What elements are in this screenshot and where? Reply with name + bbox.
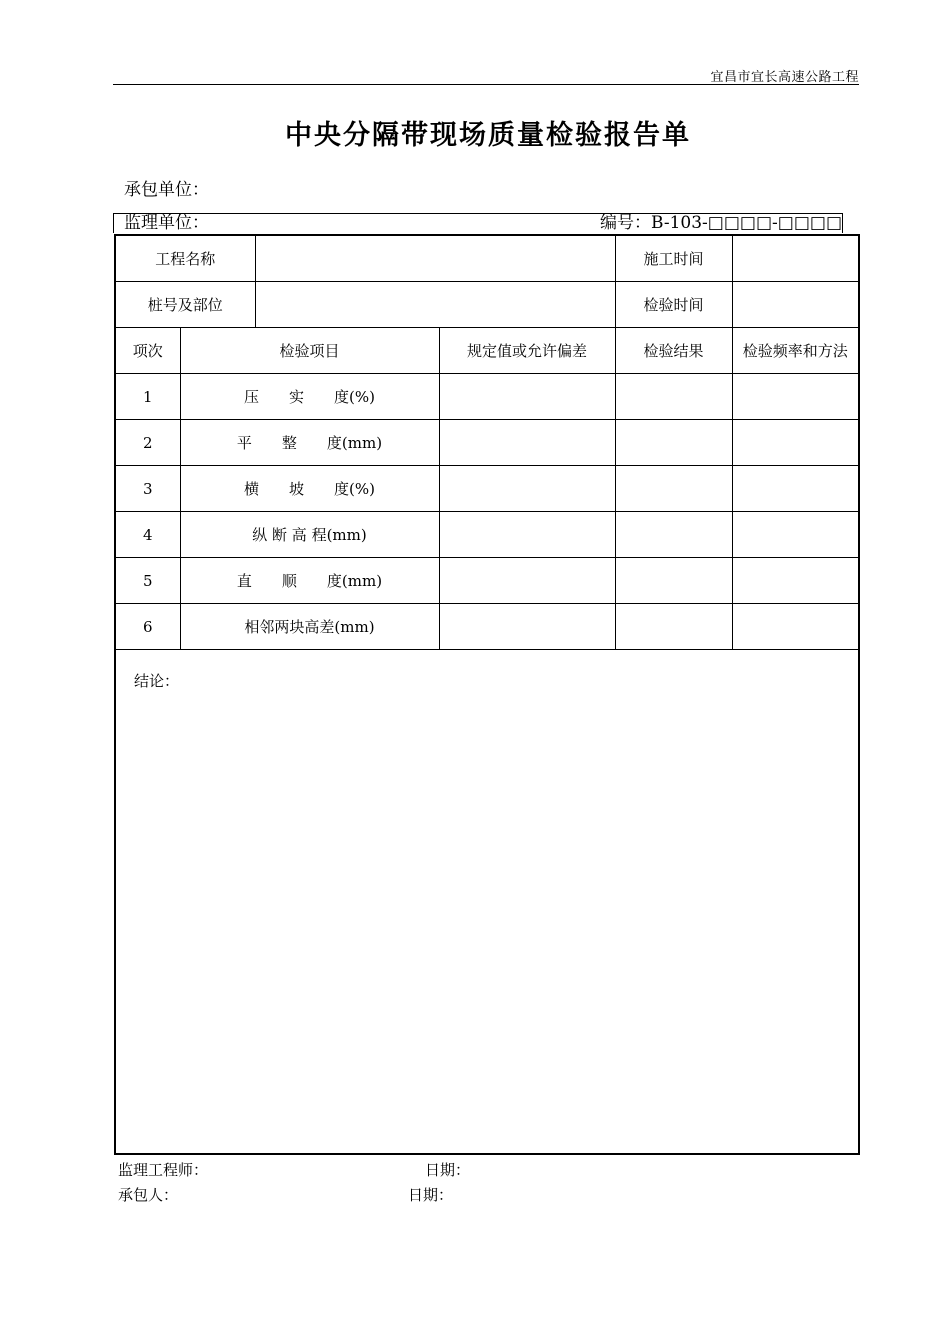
column-header-tolerance: 规定值或允许偏差: [439, 328, 615, 374]
row-no: 4: [115, 512, 180, 558]
row-no: 6: [115, 604, 180, 650]
row-no: 3: [115, 466, 180, 512]
conclusion-row: [115, 650, 859, 1155]
conclusion-area[interactable]: [115, 650, 859, 1155]
result-cell[interactable]: [615, 420, 732, 466]
tolerance-cell[interactable]: [439, 466, 615, 512]
station-field[interactable]: [255, 282, 615, 328]
engineer-date-label: 日期：: [425, 1161, 471, 1179]
result-cell[interactable]: [615, 604, 732, 650]
supervisor-bar: [113, 213, 843, 233]
result-cell[interactable]: [615, 558, 732, 604]
table-row: [115, 374, 859, 420]
method-cell[interactable]: [732, 374, 859, 420]
method-cell[interactable]: [732, 420, 859, 466]
row-item: 直 顺 度(mm): [180, 558, 439, 604]
method-cell[interactable]: [732, 604, 859, 650]
table-row: [115, 604, 859, 650]
row-item: 横 坡 度(%): [180, 466, 439, 512]
column-header-item: 检验项目: [180, 328, 439, 374]
row-no: 1: [115, 374, 180, 420]
form-code: 编号：B-103-□□□□-□□□□: [600, 213, 842, 233]
row-item: 压 实 度(%): [180, 374, 439, 420]
result-cell[interactable]: [615, 512, 732, 558]
inspection-form-table: [114, 234, 860, 1155]
project-name-field[interactable]: [255, 235, 615, 282]
table-row: [115, 420, 859, 466]
header-divider: [113, 84, 859, 85]
construction-time-field[interactable]: [732, 235, 859, 282]
row-item: 纵 断 高 程(mm): [180, 512, 439, 558]
contractor-label: 承包单位：: [124, 180, 209, 200]
result-cell[interactable]: [615, 374, 732, 420]
conclusion-label: 结论：: [134, 672, 180, 690]
row-no: 2: [115, 420, 180, 466]
engineer-label: 监理工程师：: [118, 1161, 209, 1179]
supervisor-label: 监理单位：: [124, 213, 209, 233]
inspection-time-label: 检验时间: [615, 282, 732, 328]
header-project-name: 宜昌市宜长高速公路工程: [710, 70, 859, 85]
table-row: [115, 466, 859, 512]
row-item: 平 整 度(mm): [180, 420, 439, 466]
tolerance-cell[interactable]: [439, 512, 615, 558]
tolerance-cell[interactable]: [439, 558, 615, 604]
method-cell[interactable]: [732, 558, 859, 604]
method-cell[interactable]: [732, 512, 859, 558]
inspection-time-field[interactable]: [732, 282, 859, 328]
table-row: [115, 235, 859, 282]
tolerance-cell[interactable]: [439, 374, 615, 420]
table-row: [115, 558, 859, 604]
column-header-no: 项次: [115, 328, 180, 374]
contractor-person-label: 承包人：: [118, 1186, 179, 1204]
table-row: [115, 282, 859, 328]
table-row: [115, 512, 859, 558]
page-title: 中央分隔带现场质量检验报告单: [285, 120, 691, 151]
column-header-result: 检验结果: [615, 328, 732, 374]
column-header-method: 检验频率和方法: [732, 328, 859, 374]
construction-time-label: 施工时间: [615, 235, 732, 282]
row-item: 相邻两块高差(mm): [180, 604, 439, 650]
table-header-row: [115, 328, 859, 374]
row-no: 5: [115, 558, 180, 604]
contractor-date-label: 日期：: [408, 1186, 454, 1204]
station-label: 桩号及部位: [115, 282, 255, 328]
project-name-label: 工程名称: [115, 235, 255, 282]
tolerance-cell[interactable]: [439, 420, 615, 466]
result-cell[interactable]: [615, 466, 732, 512]
tolerance-cell[interactable]: [439, 604, 615, 650]
method-cell[interactable]: [732, 466, 859, 512]
